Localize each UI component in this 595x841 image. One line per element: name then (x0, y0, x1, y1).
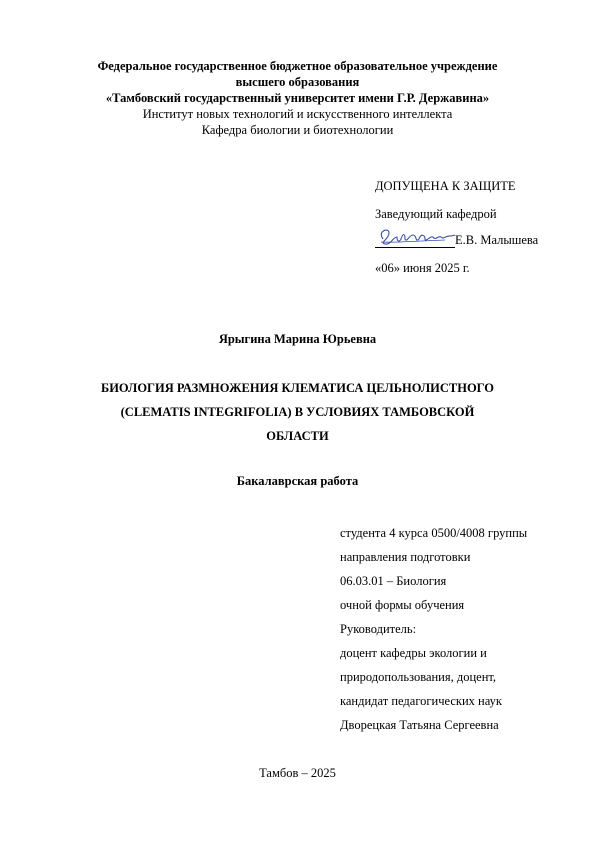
thesis-type: Бакалаврская работа (236, 474, 359, 488)
supervisor-name: Дворецкая Татьяна Сергеевна (340, 718, 499, 732)
thesis-title (60, 376, 535, 448)
approval-block (375, 178, 538, 276)
supervisor-label: Руководитель: (340, 622, 417, 636)
approval-role: Заведующий кафедрой (375, 207, 497, 221)
footer-city-year: Тамбов – 2025 (259, 766, 336, 780)
signature-line (375, 231, 455, 248)
student-info-line: направления подготовки (340, 550, 471, 564)
approval-date: «06» июня 2025 г. (375, 261, 470, 275)
student-info-block (340, 521, 527, 737)
handwritten-signature (375, 225, 457, 247)
supervisor-position-line: природопользования, доцент, (340, 670, 497, 684)
header-line-2: высшего образования (235, 75, 360, 89)
thesis-title-line-1: БИОЛОГИЯ РАЗМНОЖЕНИЯ КЛЕМАТИСА ЦЕЛЬНОЛИСТНОГО (100, 381, 495, 395)
header-line-4: Институт новых технологий и искусственного интеллекта (142, 107, 453, 121)
student-info-line: очной формы обучения (340, 598, 465, 612)
student-info-line: студента 4 курса 0500/4008 группы (340, 526, 528, 540)
thesis-title-line-2: (CLEMATIS INTEGRIFOLIA) В УСЛОВИЯХ ТАМБОВСКОЙ (120, 405, 475, 419)
approval-name: Е.В. Малышева (455, 233, 539, 247)
author-name: Ярыгина Марина Юрьевна (218, 332, 377, 346)
supervisor-degree: кандидат педагогических наук (340, 694, 502, 708)
supervisor-position-line: доцент кафедры экологии и (340, 646, 487, 660)
approval-title: ДОПУЩЕНА К ЗАЩИТЕ (375, 179, 516, 193)
approval-signature-row (375, 231, 538, 248)
thesis-title-line-3: ОБЛАСТИ (266, 429, 329, 443)
header-line-5: Кафедра биологии и биотехнологии (201, 123, 394, 137)
header-line-1: Федеральное государственное бюджетное образовательное учреждение (97, 59, 498, 73)
header-line-3: «Тамбовский государственный университет имени Г.Р. Державина» (105, 91, 490, 105)
student-info-line: 06.03.01 – Биология (340, 574, 447, 588)
